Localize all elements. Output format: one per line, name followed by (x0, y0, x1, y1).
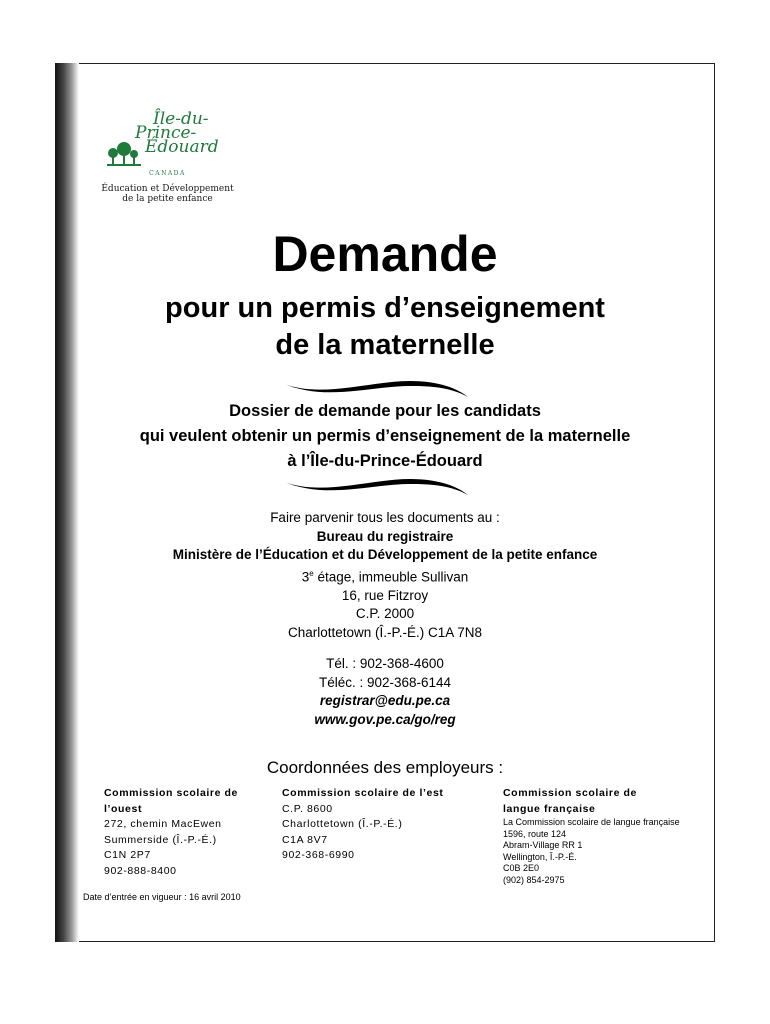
address-street: 16, rue Fitzroy (341, 587, 429, 603)
tree-icon (107, 141, 141, 167)
page-frame-left-shadow (55, 63, 79, 942)
contact-fax: Téléc. : 902-368-6144 (318, 674, 452, 690)
logo-country: CANADA (149, 170, 186, 177)
page-title: Demande (272, 226, 498, 282)
contact-info (0, 655, 770, 729)
application-description: Dossier de demande pour les candidats qui veulent obtenir un permis d’enseignement de la maternelle à l’Île-du-Prince-Édouard (139, 402, 631, 470)
employer-east: Commission scolaire de l’est C.P. 8600 Charlottetown (Î.-P.-É.) C1A 8V7 902-368-6990 (282, 787, 444, 861)
address-po-box: C.P. 2000 (355, 606, 415, 621)
address-ministry: Ministère de l’Éducation et du Développement de la petite enfance (172, 547, 598, 562)
address-intro: Faire parvenir tous les documents au : (270, 510, 500, 525)
page-subtitle: pour un permis d’enseignement de la maternelle (165, 292, 605, 361)
address-city: Charlottetown (Î.-P.-É.) C1A 7N8 (287, 624, 483, 640)
employers-heading: Coordonnées des employeurs : (266, 758, 504, 777)
employer-west: Commission scolaire de l’ouest 272, chemin MacEwen Summerside (Î.-P.-É.) C1N 2P7 902-888-8400 (104, 787, 238, 877)
employer-french: Commission scolaire de langue française La Commission scolaire de langue française 1596, route 124 Abram-Village RR 1 Wellington, Î.-P.-É. C0B 2E0 (902) 854-2975 (503, 787, 680, 885)
logo-province-name: Île-du- Prince- Édouard (135, 109, 219, 157)
effective-date: Date d’entrée en vigueur : 16 avril 2010 (83, 892, 241, 902)
pei-government-logo (95, 108, 240, 208)
mailing-address (0, 509, 770, 642)
contact-email-link[interactable]: registrar@edu.pe.ca (319, 693, 451, 708)
decorative-swash-bottom (280, 475, 470, 497)
contact-phone: Tél. : 902-368-4600 (326, 656, 444, 671)
decorative-swash-top (280, 377, 470, 399)
address-office: Bureau du registraire (316, 528, 454, 544)
contact-website-link[interactable]: www.gov.pe.ca/go/reg (314, 711, 456, 727)
address-floor: 3e étage, immeuble Sullivan (301, 568, 469, 584)
logo-department: Éducation et Développement de la petite enfance (101, 184, 234, 204)
